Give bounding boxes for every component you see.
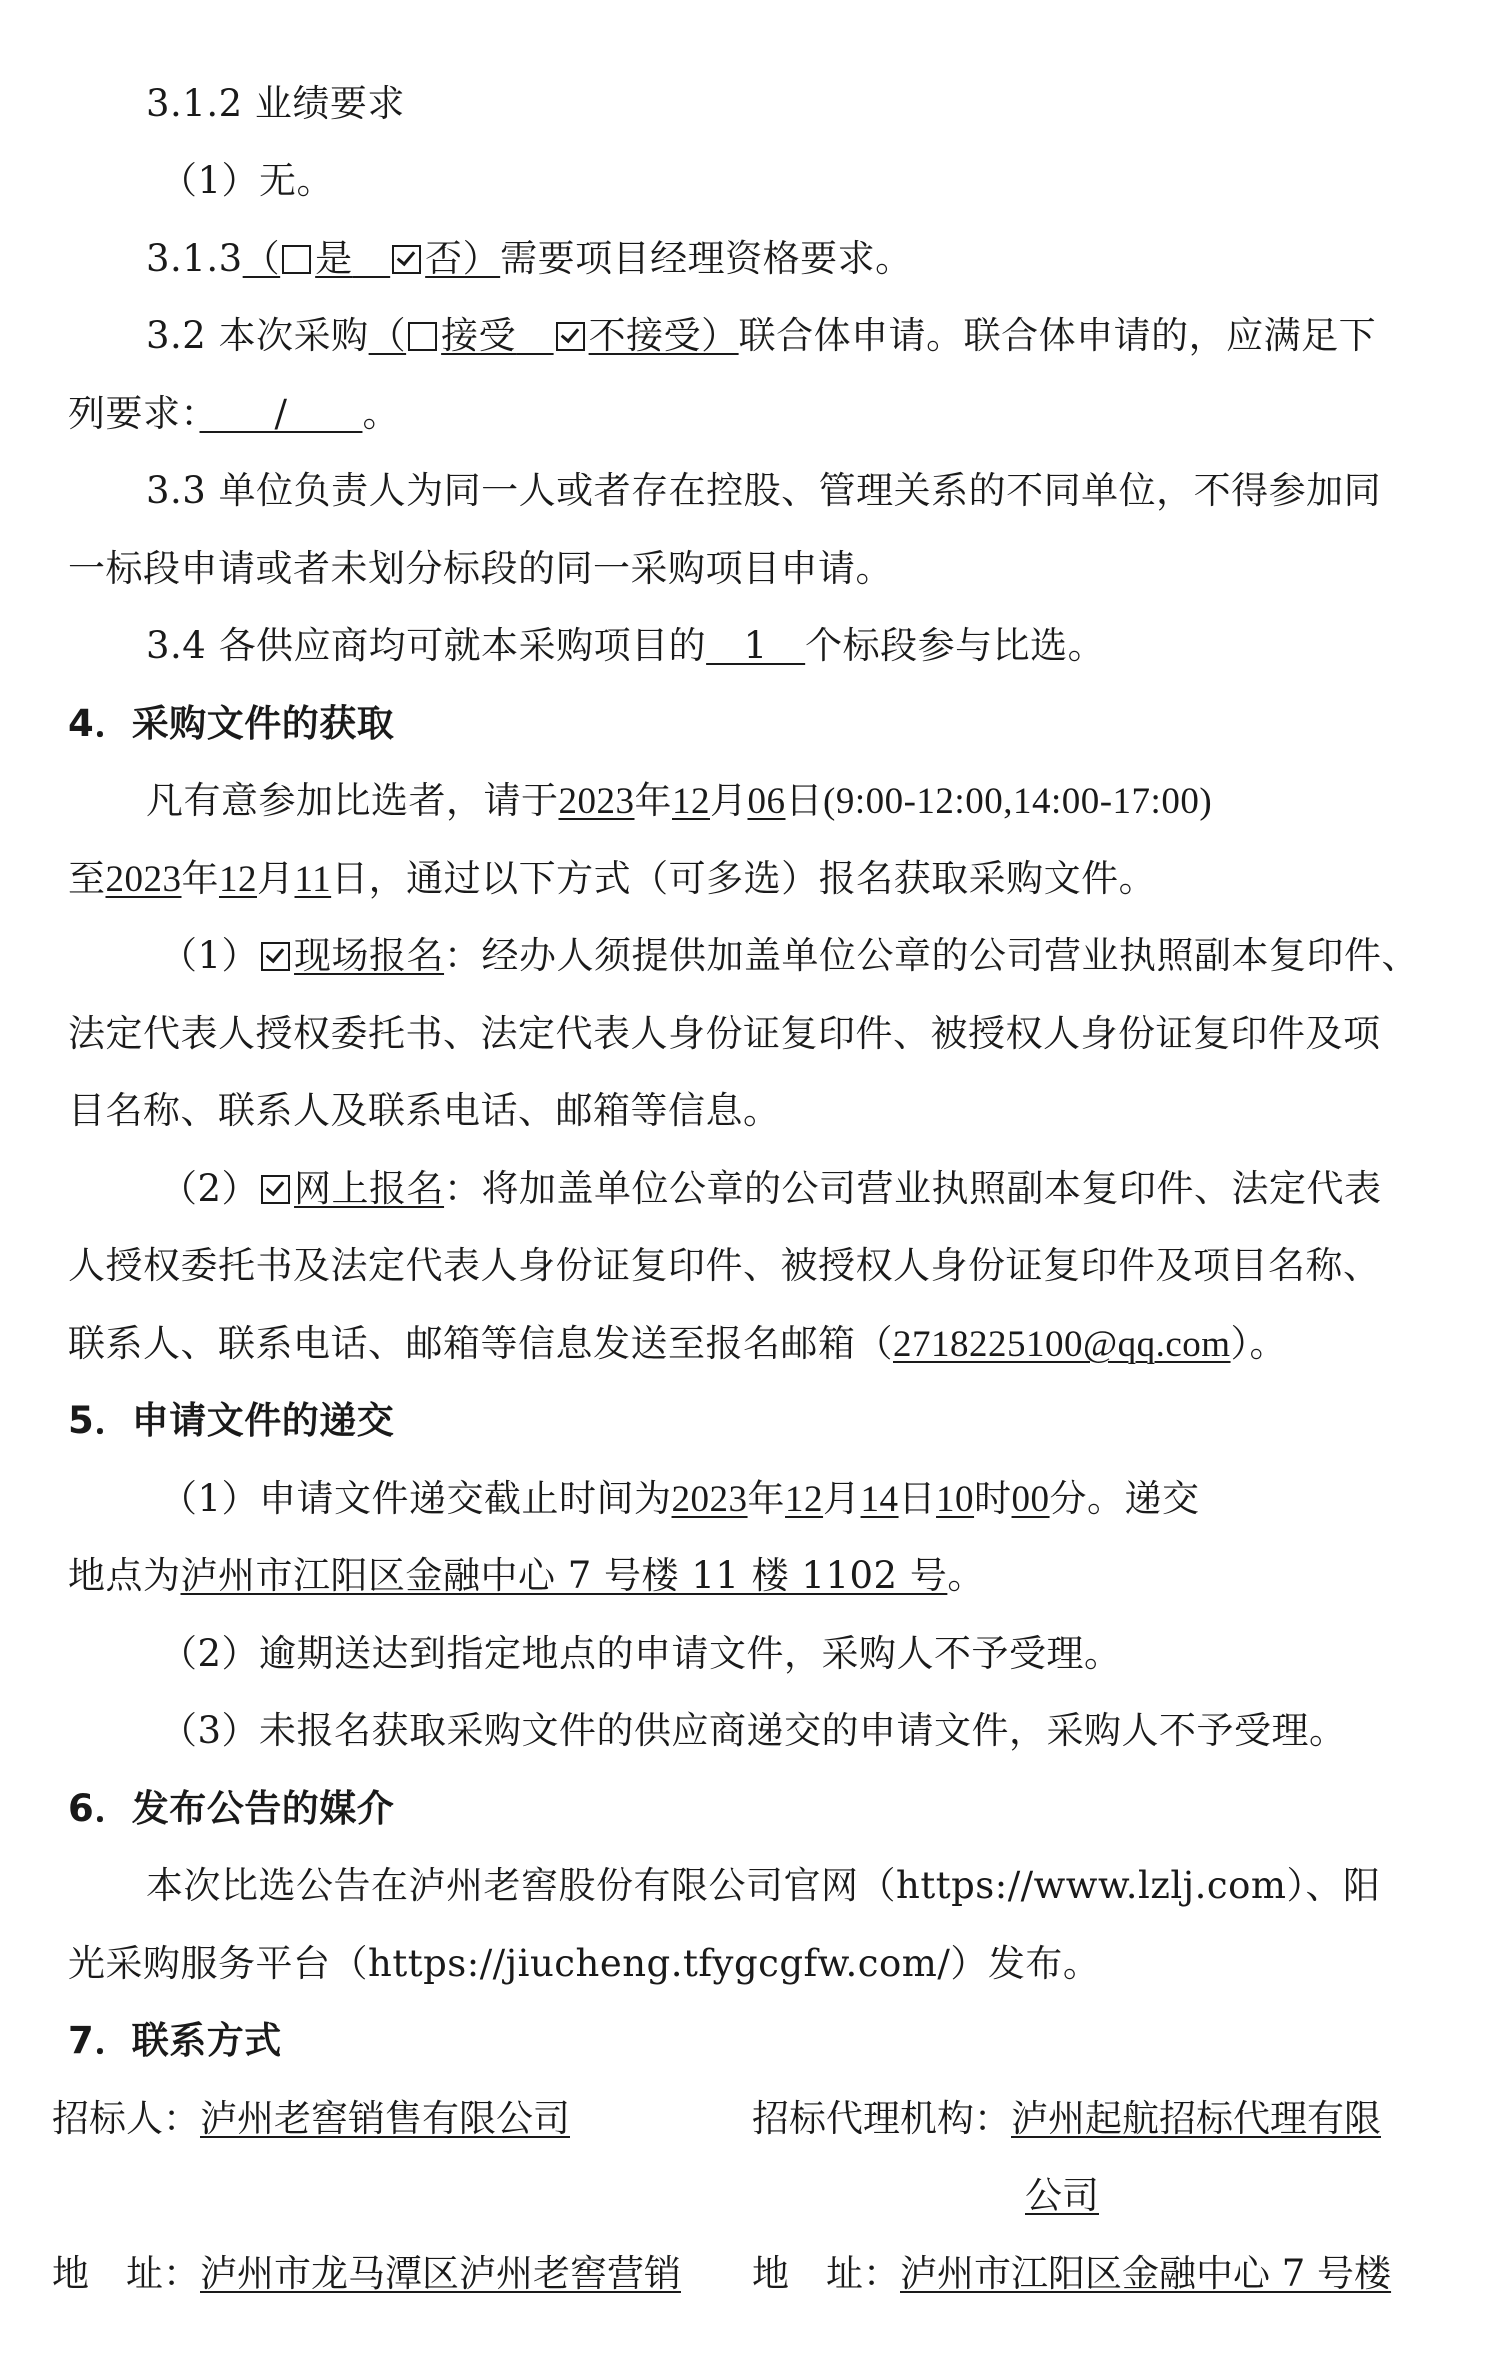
section-7-heading: 7．联系方式 [68,2019,282,2062]
unregistered-submission-note: （3）未报名获取采购文件的供应商递交的申请文件，采购人不予受理。 [160,1709,1347,1752]
section-3-2: 3.2 本次采购（ 接受 不接受）联合体申请。联合体申请的，应满足下 [146,314,1377,357]
registration-email-link[interactable]: 2718225100@qq.com [893,1324,1231,1365]
checkbox-no-checked-icon[interactable] [392,245,421,274]
submission-deadline-line1: （1）申请文件递交截止时间为2023年12月14日10时00分。递交 [160,1477,1200,1520]
section-3-1-3: 3.1.3（ 是 否）需要项目经理资格要求。 [146,237,913,280]
checkbox-onsite-checked-icon[interactable] [261,942,290,971]
pm-requirement-options: （ 是 否） [242,237,501,280]
agency-name: 泸州起航招标代理有限 [1011,2097,1381,2140]
onsite-registration-line2: 法定代表人授权委托书、法定代表人身份证复印件、被授权人身份证复印件及项 [68,1012,1381,1055]
checkbox-yes-icon[interactable] [282,245,311,274]
section-4-period-line2: 至2023年12月11日，通过以下方式（可多选）报名获取采购文件。 [68,857,1157,900]
agency-row: 招标代理机构：泸州起航招标代理有限 [752,2097,1381,2140]
checkbox-online-checked-icon[interactable] [261,1175,290,1204]
section-3-1-2-item: （1）无。 [160,159,335,202]
onsite-registration-line1: （1） 现场报名：经办人须提供加盖单位公章的公司营业执照副本复印件、 [160,934,1420,977]
section-3-1-2-title: 3.1.2 业绩要求 [146,82,405,125]
agency-address: 泸州市江阳区金融中心 7 号楼 [900,2252,1392,2295]
tenderer-address-row: 地 址：泸州市龙马潭区泸州老窖营销 [52,2252,681,2295]
online-registration-line1: （2） 网上报名：将加盖单位公章的公司营业执照副本复印件、法定代表 [160,1167,1382,1210]
section-3-4: 3.4 各供应商均可就本采购项目的 1 个标段参与比选。 [146,624,1106,667]
agency-name-continued: 公司 [1025,2174,1099,2217]
section-4-heading: 4．采购文件的获取 [68,702,395,745]
submission-deadline-line2: 地点为泸州市江阳区金融中心 7 号楼 11 楼 1102 号。 [68,1554,985,1597]
tenderer-address: 泸州市龙马潭区泸州老窖营销 [200,2252,681,2295]
late-submission-note: （2）逾期送达到指定地点的申请文件，采购人不予受理。 [160,1632,1122,1675]
section-4-period-line1: 凡有意参加比选者，请于2023年12月06日(9:00-12:00,14:00-17:00) [146,779,1213,822]
onsite-registration-line3: 目名称、联系人及联系电话、邮箱等信息。 [68,1089,781,1132]
checkbox-reject-checked-icon[interactable] [556,322,585,351]
section-3-2-line2: 列要求： / 。 [68,392,400,435]
section-3-3-line2: 一标段申请或者未划分标段的同一采购项目申请。 [68,547,893,590]
online-registration-line3: 联系人、联系电话、邮箱等信息发送至报名邮箱（2718225100@qq.com）。 [68,1322,1288,1365]
tenderer-row: 招标人：泸州老窖销售有限公司 [52,2097,570,2140]
section-3-3-line1: 3.3 单位负责人为同一人或者存在控股、管理关系的不同单位，不得参加同 [146,469,1382,512]
section-5-heading: 5．申请文件的递交 [68,1399,395,1442]
checkbox-accept-icon[interactable] [408,322,437,351]
consortium-options: （ 接受 不接受） [368,314,739,357]
publication-media-line1: 本次比选公告在泸州老窖股份有限公司官网（https://www.lzlj.com）、阳 [146,1864,1381,1907]
section-6-heading: 6．发布公告的媒介 [68,1787,395,1830]
tenderer-name: 泸州老窖销售有限公司 [200,2097,570,2140]
online-registration-line2: 人授权委托书及法定代表人身份证复印件、被授权人身份证复印件及项目名称、 [68,1244,1381,1287]
publication-media-line2: 光采购服务平台（https://jiucheng.tfygcgfw.com/）发布。 [68,1942,1101,1985]
agency-address-row: 地 址：泸州市江阳区金融中心 7 号楼 [752,2252,1392,2295]
